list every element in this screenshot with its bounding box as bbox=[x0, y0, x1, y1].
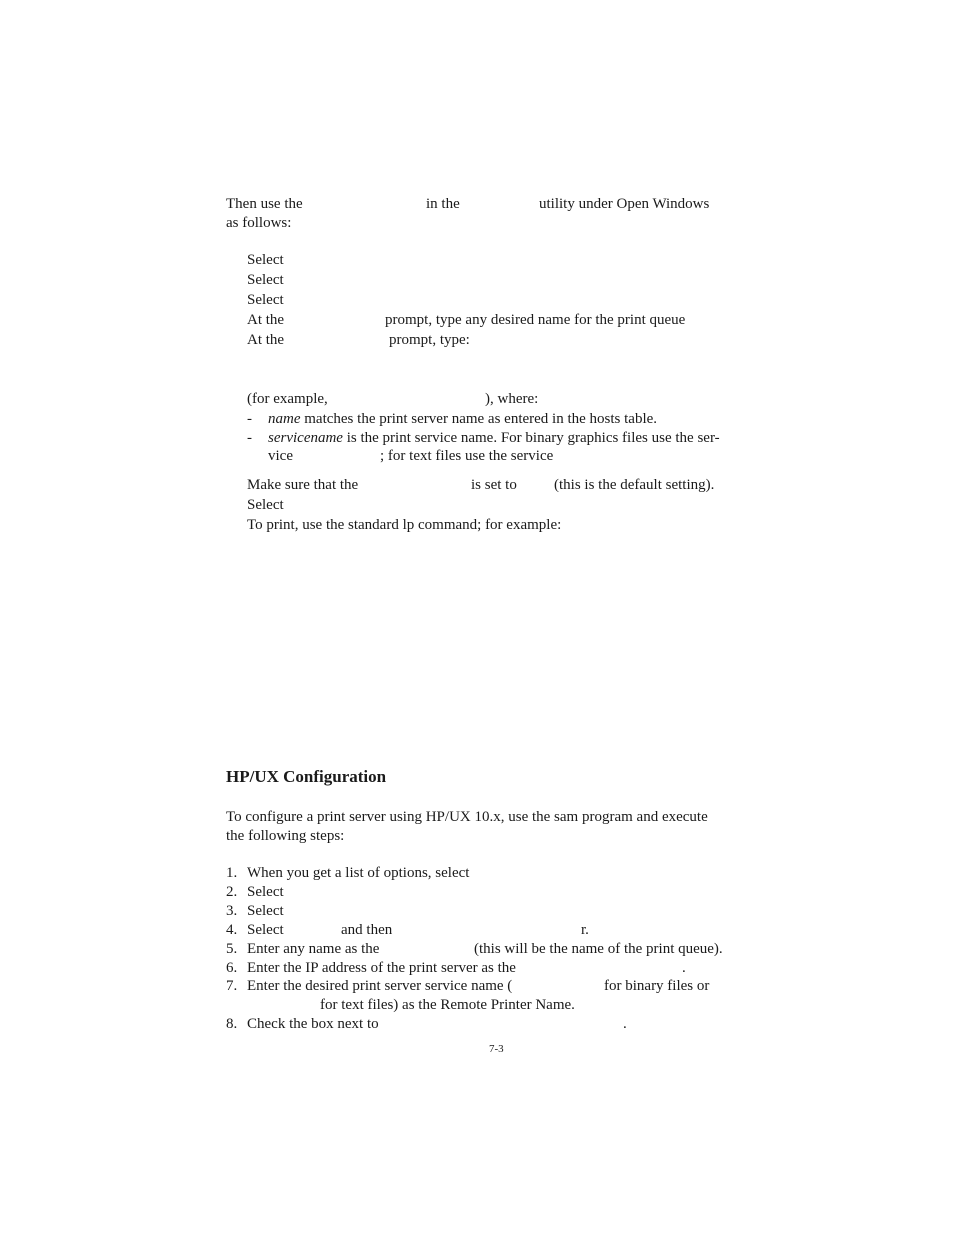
after-2: Select bbox=[247, 497, 284, 513]
hpux-step-4-num: 4. bbox=[226, 922, 238, 938]
hpux-step-3-num: 3. bbox=[226, 903, 238, 919]
hpux-step-4-c: r. bbox=[581, 922, 589, 938]
hpux-step-2-num: 2. bbox=[226, 884, 238, 900]
example-text-a: (for example, bbox=[247, 391, 328, 407]
hpux-step-1-num: 1. bbox=[226, 865, 238, 881]
hpux-step-7-b: for binary files or bbox=[604, 978, 710, 994]
bullet-2-rest: is the print service name. For binary graphics files use the ser- bbox=[342, 430, 720, 446]
hpux-step-3-text: Select bbox=[247, 903, 284, 919]
hpux-step-5-a: Enter any name as the bbox=[247, 941, 380, 957]
bullet-1-rest: matches the print server name as entered in the hosts table. bbox=[300, 411, 658, 427]
intro-text-line2: as follows: bbox=[226, 215, 292, 231]
section-heading: HP/UX Configuration bbox=[226, 767, 387, 786]
sun-step-4-b: prompt, type any desired name for the print queue bbox=[385, 312, 686, 328]
intro-text-2: in the bbox=[426, 196, 460, 212]
sun-step-5-b: prompt, type: bbox=[389, 332, 470, 348]
bullet-2-cont-a: vice bbox=[268, 448, 293, 464]
hpux-step-6-a: Enter the IP address of the print server as the bbox=[247, 960, 516, 976]
after-1-c: (this is the default setting). bbox=[554, 477, 715, 493]
bullet-dash-2: - bbox=[247, 430, 252, 446]
bullet-1 bbox=[268, 410, 657, 428]
sun-step-1: Select bbox=[247, 252, 284, 268]
sun-step-2: Select bbox=[247, 272, 284, 288]
intro-text-3: utility under Open Windows bbox=[539, 196, 710, 212]
bullet-2-term: servicename bbox=[268, 430, 343, 446]
hpux-step-8-num: 8. bbox=[226, 1016, 238, 1032]
hpux-step-7-cont: for text files) as the Remote Printer Name. bbox=[320, 997, 575, 1013]
hpux-step-8-b: . bbox=[623, 1016, 627, 1032]
hpux-step-6-b: . bbox=[682, 960, 686, 976]
hpux-step-6-num: 6. bbox=[226, 960, 238, 976]
example-text-b: ), where: bbox=[485, 391, 539, 407]
intro-text-1: Then use the bbox=[226, 196, 303, 212]
bullet-1-term: name bbox=[268, 411, 301, 427]
bullet-2-cont-b: ; for text files use the service bbox=[380, 448, 554, 464]
hpux-step-7-num: 7. bbox=[226, 978, 238, 994]
sun-step-5-a: At the bbox=[247, 332, 285, 348]
page-number: 7-3 bbox=[489, 1043, 504, 1055]
after-1-a: Make sure that the bbox=[247, 477, 359, 493]
hpux-step-5-num: 5. bbox=[226, 941, 238, 957]
bullet-2 bbox=[268, 429, 720, 447]
hpux-intro-line1: To configure a print server using HP/UX 10.x, use the sam program and execute bbox=[226, 809, 708, 825]
hpux-step-7-a: Enter the desired print server service name ( bbox=[247, 978, 513, 994]
hpux-step-4-b: and then bbox=[341, 922, 393, 938]
hpux-step-4-a: Select bbox=[247, 922, 284, 938]
sun-step-3: Select bbox=[247, 292, 284, 308]
bullet-dash-1: - bbox=[247, 411, 252, 427]
hpux-step-5-b: (this will be the name of the print queue). bbox=[474, 941, 723, 957]
after-3: To print, use the standard lp command; for example: bbox=[247, 517, 562, 533]
hpux-step-8-a: Check the box next to bbox=[247, 1016, 379, 1032]
after-1-b: is set to bbox=[471, 477, 517, 493]
sun-step-4-a: At the bbox=[247, 312, 285, 328]
hpux-step-1-text: When you get a list of options, select bbox=[247, 865, 470, 881]
hpux-intro-line2: the following steps: bbox=[226, 828, 345, 844]
hpux-step-2-text: Select bbox=[247, 884, 284, 900]
